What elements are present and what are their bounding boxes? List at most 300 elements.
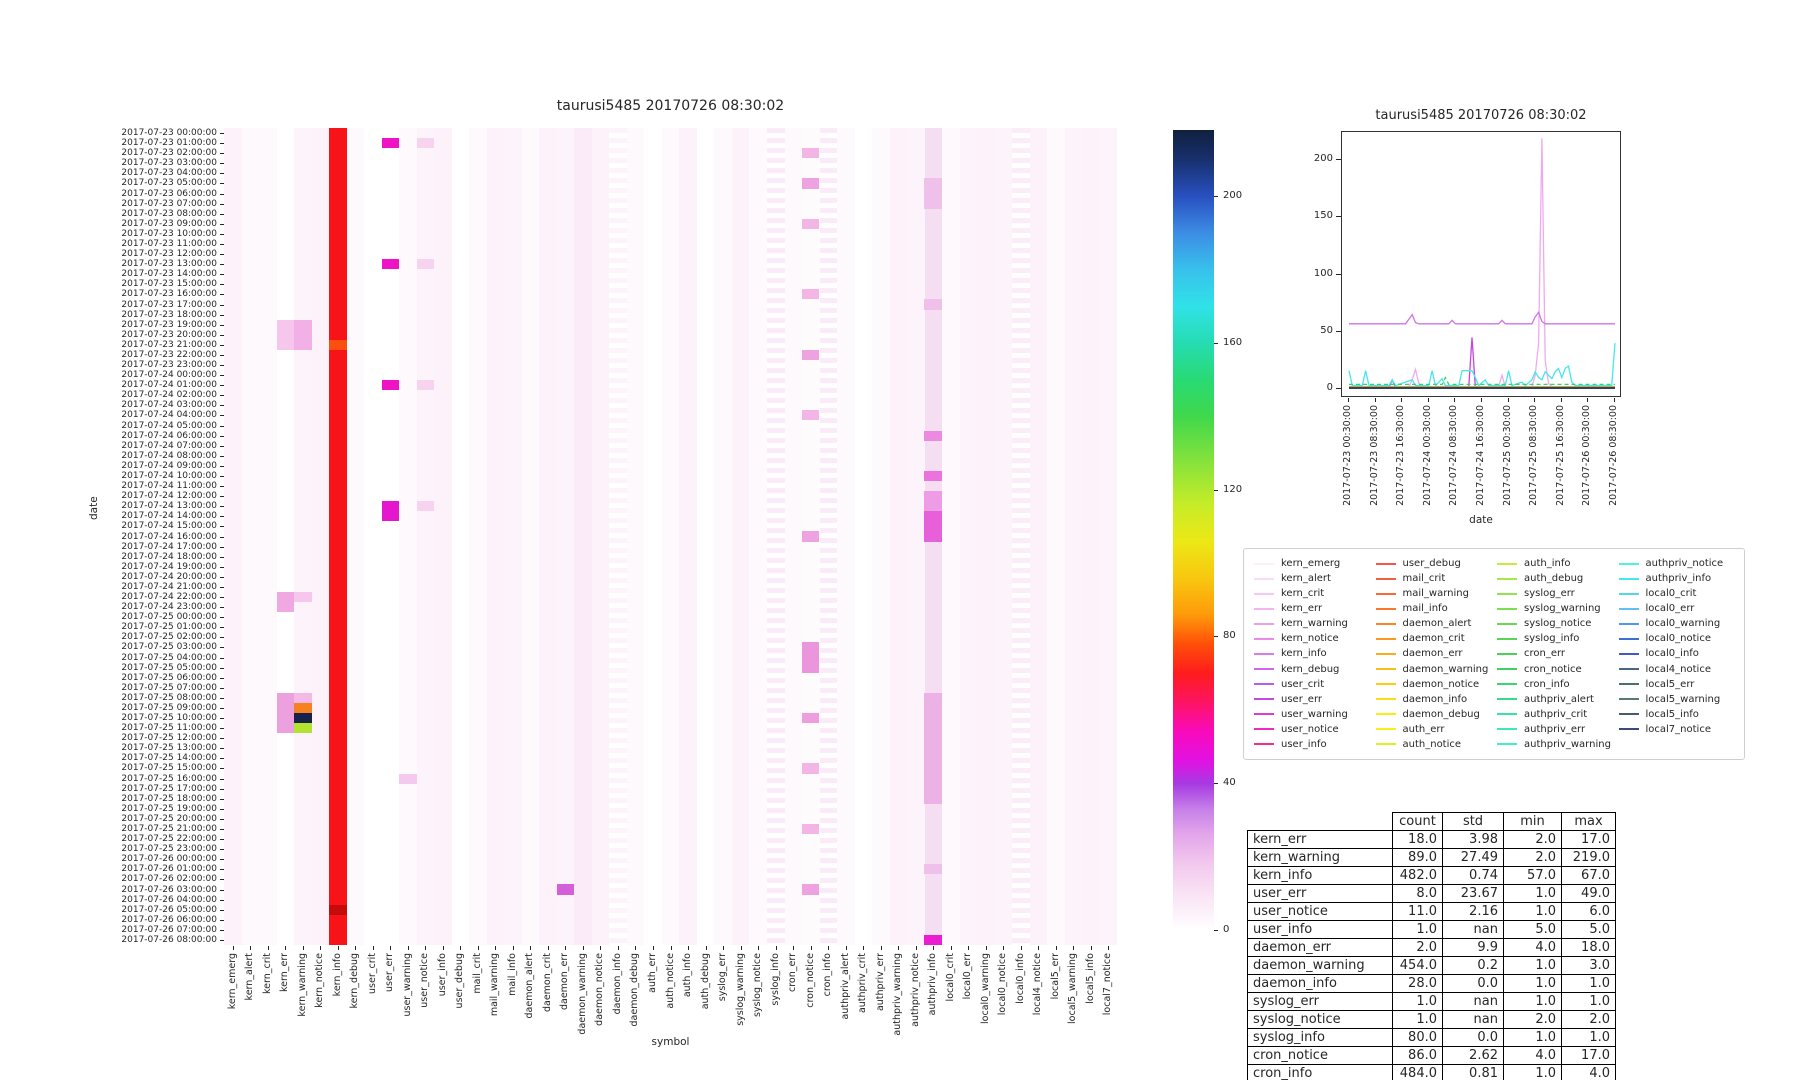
tick-mark <box>1481 398 1482 402</box>
table-cell: 80.0 <box>1393 1029 1443 1047</box>
heatmap-y-tick-label: 2017-07-24 18:00:00 <box>121 551 217 562</box>
tick-mark <box>233 946 234 950</box>
legend-item <box>1254 631 1370 646</box>
colorbar-tick-label: 160 <box>1223 336 1243 348</box>
legend-line-swatch <box>1497 683 1517 685</box>
table-cell: 18.0 <box>1562 939 1616 957</box>
tick-mark <box>1108 946 1109 950</box>
legend-line-swatch <box>1254 683 1274 685</box>
heatmap-x-tick-label: authpriv_info <box>927 953 939 1016</box>
heatmap-y-tick-label: 2017-07-23 03:00:00 <box>121 158 217 169</box>
heatmap-column <box>504 128 522 945</box>
heatmap-x-tick-label: mail_info <box>506 953 518 996</box>
heatmap-y-tick-label: 2017-07-23 11:00:00 <box>121 238 217 249</box>
heatmap-x-tick-label: local5_err <box>1049 953 1061 1000</box>
heatmap-x-tick-label: local5_warning <box>1067 953 1079 1024</box>
legend-line-swatch <box>1254 743 1274 745</box>
tick-mark <box>933 946 934 950</box>
table-cell: 1.0 <box>1393 1011 1443 1029</box>
table-cell: 4.0 <box>1562 1065 1616 1080</box>
heatmap-x-tick-label: mail_warning <box>489 953 501 1017</box>
tick-mark <box>951 946 952 950</box>
heatmap-x-tick-label: user_notice <box>419 953 431 1008</box>
legend-item-label: kern_emerg <box>1281 558 1341 570</box>
legend-item <box>1619 586 1735 601</box>
heatmap-x-tick-label: kern_warning <box>296 953 308 1017</box>
heatmap-x-tick-label: authpriv_alert <box>839 953 851 1020</box>
heatmap-column <box>399 128 417 945</box>
heatmap-y-tick-label: 2017-07-26 06:00:00 <box>121 914 217 925</box>
legend-line-swatch <box>1497 713 1517 715</box>
heatmap-column <box>802 128 820 945</box>
legend-item <box>1376 692 1492 707</box>
tick-mark <box>355 946 356 950</box>
legend-item-label: kern_info <box>1281 648 1327 660</box>
heatmap-column <box>714 128 732 945</box>
heatmap-y-tick-label: 2017-07-25 20:00:00 <box>121 813 217 824</box>
table-cell: 2.0 <box>1504 849 1562 867</box>
line-series-kern_info <box>1349 312 1615 324</box>
heatmap-y-tick-label: 2017-07-23 19:00:00 <box>121 319 217 330</box>
legend-item-label: daemon_warning <box>1402 663 1489 675</box>
heatmap-y-tick-label: 2017-07-25 06:00:00 <box>121 672 217 683</box>
table-row <box>1248 993 1616 1011</box>
legend <box>1243 548 1745 760</box>
heatmap-y-tick-label: 2017-07-23 14:00:00 <box>121 269 217 280</box>
heatmap-column <box>417 128 435 945</box>
legend-item-label: authpriv_notice <box>1645 558 1724 570</box>
legend-line-swatch <box>1376 743 1396 745</box>
line-chart-x-tick-label: 2017-07-25 00:30:00 <box>1501 405 1513 506</box>
legend-item-label: user_err <box>1281 693 1323 705</box>
heatmap-x-ticks <box>224 946 1117 951</box>
legend-line-swatch <box>1619 608 1639 610</box>
table-cell: 57.0 <box>1504 867 1562 885</box>
legend-item-label: local5_info <box>1645 708 1699 720</box>
legend-item-label: local0_warning <box>1645 618 1721 630</box>
heatmap-x-tick-label: syslog_err <box>717 953 729 1002</box>
legend-item <box>1376 662 1492 677</box>
heatmap-column <box>434 128 452 945</box>
heatmap-y-tick-label: 2017-07-24 09:00:00 <box>121 460 217 471</box>
tick-mark <box>513 946 514 950</box>
legend-item-label: user_debug <box>1402 558 1461 570</box>
heatmap-y-tick-label: 2017-07-25 04:00:00 <box>121 652 217 663</box>
colorbar-tick-label: 80 <box>1223 630 1236 642</box>
tick-mark <box>373 946 374 950</box>
legend-item-label: kern_crit <box>1281 588 1325 600</box>
legend-line-swatch <box>1619 638 1639 640</box>
tick-mark <box>758 946 759 950</box>
colorbar-tick-label: 200 <box>1223 190 1243 202</box>
legend-line-swatch <box>1376 593 1396 595</box>
heatmap-y-tick-label: 2017-07-23 01:00:00 <box>121 138 217 149</box>
heatmap-y-tick-label: 2017-07-24 03:00:00 <box>121 400 217 411</box>
legend-line-swatch <box>1619 653 1639 655</box>
line-chart-x-tick-label: 2017-07-26 08:30:00 <box>1608 405 1619 506</box>
table-row-label: cron_info <box>1248 1065 1393 1080</box>
heatmap-x-tick-label: daemon_debug <box>629 953 641 1027</box>
line-chart-plot <box>1341 131 1621 397</box>
tick-mark <box>530 946 531 950</box>
heatmap-column <box>697 128 715 945</box>
tick-mark <box>1336 274 1341 275</box>
tick-mark <box>1428 398 1429 402</box>
table-cell: 3.0 <box>1562 957 1616 975</box>
tick-mark <box>443 946 444 950</box>
heatmap-y-tick-label: 2017-07-26 05:00:00 <box>121 904 217 915</box>
legend-item-label: syslog_warning <box>1524 603 1601 615</box>
heatmap-x-tick-label: cron_notice <box>804 953 816 1008</box>
heatmap-x-tick-label: user_warning <box>401 953 413 1017</box>
heatmap-column <box>329 128 347 945</box>
table-row-label: syslog_info <box>1248 1029 1393 1047</box>
tick-mark <box>671 946 672 950</box>
table-cell: 0.2 <box>1443 957 1504 975</box>
table-row <box>1248 1047 1616 1065</box>
legend-item-label: daemon_debug <box>1402 708 1480 720</box>
heatmap-x-tick-label: auth_notice <box>664 953 676 1009</box>
heatmap-x-tick-label: cron_info <box>822 953 834 997</box>
tick-mark <box>268 946 269 950</box>
line-chart-x-tick-label: 2017-07-24 00:30:00 <box>1421 405 1433 506</box>
legend-item <box>1497 707 1613 722</box>
table-cell: 49.0 <box>1562 885 1616 903</box>
heatmap-x-tick-label: local0_notice <box>997 953 1009 1016</box>
legend-item-label: authpriv_crit <box>1524 708 1588 720</box>
heatmap-x-tick-label: local0_info <box>1014 953 1026 1004</box>
heatmap-y-tick-label: 2017-07-26 03:00:00 <box>121 884 217 895</box>
table-cell: 0.74 <box>1443 867 1504 885</box>
legend-item-label: kern_err <box>1281 603 1323 615</box>
heatmap-y-tick-label: 2017-07-26 04:00:00 <box>121 894 217 905</box>
table-row-label: user_err <box>1248 885 1393 903</box>
heatmap-y-tick-label: 2017-07-23 04:00:00 <box>121 168 217 179</box>
heatmap-y-tick-label: 2017-07-24 07:00:00 <box>121 440 217 451</box>
tick-mark <box>706 946 707 950</box>
heatmap-y-tick-label: 2017-07-23 00:00:00 <box>121 128 217 139</box>
heatmap-y-tick-label: 2017-07-25 12:00:00 <box>121 733 217 744</box>
line-series-kern_warning <box>1349 138 1615 386</box>
heatmap-y-tick-label: 2017-07-23 20:00:00 <box>121 329 217 340</box>
heatmap-y-tick-label: 2017-07-25 17:00:00 <box>121 783 217 794</box>
table-row <box>1248 885 1616 903</box>
heatmap-column <box>487 128 505 945</box>
legend-item-label: authpriv_alert <box>1524 693 1594 705</box>
tick-mark <box>1534 398 1535 402</box>
heatmap-y-tick-label: 2017-07-26 07:00:00 <box>121 924 217 935</box>
tick-mark <box>1056 946 1057 950</box>
line-chart-y-tick-label: 0 <box>1326 382 1333 393</box>
legend-line-swatch <box>1376 578 1396 580</box>
tick-mark <box>1336 216 1341 217</box>
table-cell: 3.98 <box>1443 831 1504 849</box>
heatmap-x-tick-label: auth_info <box>682 953 693 998</box>
heatmap-y-tick-label: 2017-07-23 21:00:00 <box>121 339 217 350</box>
legend-item-label: daemon_crit <box>1402 633 1465 645</box>
legend-line-swatch <box>1254 578 1274 580</box>
table-header-cell: min <box>1504 813 1562 831</box>
heatmap-x-tick-label: daemon_warning <box>576 953 588 1035</box>
legend-item-label: authpriv_warning <box>1524 738 1611 750</box>
heatmap-y-tick-label: 2017-07-25 19:00:00 <box>121 803 217 814</box>
heatmap-x-tick-label: syslog_notice <box>752 953 764 1018</box>
heatmap-column <box>609 128 627 945</box>
table-cell: 0.0 <box>1443 975 1504 993</box>
heatmap-y-tick-label: 2017-07-24 10:00:00 <box>121 470 217 481</box>
table-cell: 2.16 <box>1443 903 1504 921</box>
legend-item <box>1254 737 1370 752</box>
table-row-label: kern_warning <box>1248 849 1393 867</box>
table-cell: 0.0 <box>1443 1029 1504 1047</box>
table-header-row <box>1248 813 1616 831</box>
heatmap-column <box>364 128 382 945</box>
tick-mark <box>1214 196 1218 197</box>
tick-mark <box>320 946 321 950</box>
tick-mark <box>618 946 619 950</box>
table-row-label: cron_notice <box>1248 1047 1393 1065</box>
legend-line-swatch <box>1619 623 1639 625</box>
heatmap-column <box>574 128 592 945</box>
legend-item-label: kern_warning <box>1281 618 1348 630</box>
legend-item-label: daemon_alert <box>1402 618 1472 630</box>
table-header-cell: count <box>1393 813 1443 831</box>
legend-item-label: kern_debug <box>1281 663 1340 675</box>
legend-item-label: local5_warning <box>1645 693 1721 705</box>
legend-item <box>1497 571 1613 586</box>
table-cell: 1.0 <box>1562 1029 1616 1047</box>
heatmap-y-tick-label: 2017-07-23 10:00:00 <box>121 228 217 239</box>
table-cell: 454.0 <box>1393 957 1443 975</box>
table-cell: 482.0 <box>1393 867 1443 885</box>
legend-item <box>1619 631 1735 646</box>
tick-mark <box>1454 398 1455 402</box>
line-chart-x-tick-label: 2017-07-23 16:30:00 <box>1395 405 1407 506</box>
tick-mark <box>548 946 549 950</box>
legend-line-swatch <box>1497 638 1517 640</box>
heatmap-plot <box>224 128 1117 945</box>
legend-line-swatch <box>1376 608 1396 610</box>
heatmap-x-tick-label: local0_err <box>962 953 974 1000</box>
tick-mark <box>1336 331 1341 332</box>
heatmap-x-tick-label: user_debug <box>454 953 466 1009</box>
heatmap-y-tick-label: 2017-07-24 01:00:00 <box>121 380 217 391</box>
heatmap-column <box>644 128 662 945</box>
heatmap-x-tick-labels <box>224 953 1117 1039</box>
heatmap-column <box>522 128 540 945</box>
legend-item <box>1619 556 1735 571</box>
heatmap-y-tick-label: 2017-07-24 22:00:00 <box>121 592 217 603</box>
heatmap-y-tick-label: 2017-07-23 06:00:00 <box>121 188 217 199</box>
legend-item-label: syslog_notice <box>1524 618 1592 630</box>
tick-mark <box>741 946 742 950</box>
heatmap-column <box>1012 128 1030 945</box>
legend-item-label: user_notice <box>1281 723 1339 735</box>
heatmap-y-tick-label: 2017-07-25 09:00:00 <box>121 702 217 713</box>
table-row-label: user_notice <box>1248 903 1393 921</box>
legend-item-label: authpriv_info <box>1645 573 1712 585</box>
legend-item-label: cron_notice <box>1524 663 1582 675</box>
table-row <box>1248 831 1616 849</box>
heatmap-y-tick-label: 2017-07-25 14:00:00 <box>121 753 217 764</box>
heatmap-column <box>224 128 242 945</box>
table-cell: 5.0 <box>1562 921 1616 939</box>
heatmap-column <box>890 128 908 945</box>
tick-mark <box>338 946 339 950</box>
heatmap-x-tick-label: daemon_err <box>559 953 571 1011</box>
legend-item <box>1254 707 1370 722</box>
heatmap-y-tick-label: 2017-07-24 12:00:00 <box>121 491 217 502</box>
table-cell: 1.0 <box>1504 1065 1562 1080</box>
tick-mark <box>425 946 426 950</box>
legend-item-label: mail_info <box>1402 603 1448 615</box>
line-chart-y-tick-label: 50 <box>1320 324 1333 336</box>
legend-item <box>1254 601 1370 616</box>
heatmap-y-tick-label: 2017-07-25 23:00:00 <box>121 844 217 855</box>
table-cell: nan <box>1443 993 1504 1011</box>
heatmap-y-tick-label: 2017-07-23 08:00:00 <box>121 208 217 219</box>
heatmap-y-tick-label: 2017-07-23 16:00:00 <box>121 289 217 300</box>
heatmap-y-tick-label: 2017-07-24 08:00:00 <box>121 450 217 461</box>
legend-line-swatch <box>1497 698 1517 700</box>
legend-item-label: local0_err <box>1645 603 1695 615</box>
table-cell: 2.62 <box>1443 1047 1504 1065</box>
heatmap-y-tick-label: 2017-07-23 13:00:00 <box>121 259 217 270</box>
table-row-label: syslog_err <box>1248 993 1393 1011</box>
legend-item <box>1376 707 1492 722</box>
legend-item-label: syslog_info <box>1524 633 1580 645</box>
legend-item-label: syslog_err <box>1524 588 1575 600</box>
table-cell: 27.49 <box>1443 849 1504 867</box>
line-chart-svg <box>1342 132 1620 396</box>
table-row <box>1248 1029 1616 1047</box>
colorbar-tick-label: 0 <box>1223 924 1230 935</box>
heatmap-y-tick-label: 2017-07-24 15:00:00 <box>121 521 217 532</box>
legend-item-label: auth_err <box>1402 723 1445 735</box>
heatmap-column <box>242 128 260 945</box>
tick-mark <box>1214 636 1218 637</box>
heatmap-y-tick-label: 2017-07-23 02:00:00 <box>121 148 217 159</box>
legend-item <box>1497 677 1613 692</box>
heatmap-x-tick-label: local5_info <box>1084 953 1096 1004</box>
tick-mark <box>986 946 987 950</box>
tick-mark <box>846 946 847 950</box>
legend-line-swatch <box>1497 668 1517 670</box>
line-series-authpriv_info <box>1349 343 1615 385</box>
legend-line-swatch <box>1376 668 1396 670</box>
tick-mark <box>688 946 689 950</box>
tick-mark <box>565 946 566 950</box>
legend-item <box>1619 722 1735 737</box>
legend-line-swatch <box>1254 563 1274 565</box>
heatmap-y-tick-label: 2017-07-23 07:00:00 <box>121 198 217 209</box>
tick-mark <box>1508 398 1509 402</box>
heatmap-x-tick-label: user_crit <box>366 953 378 994</box>
legend-item-label: local0_info <box>1645 648 1699 660</box>
heatmap-column <box>382 128 400 945</box>
legend-item <box>1497 646 1613 661</box>
tick-mark <box>478 946 479 950</box>
heatmap-column <box>294 128 312 945</box>
heatmap-y-tick-labels <box>40 128 217 945</box>
heatmap-x-tick-label: authpriv_notice <box>909 953 921 1027</box>
heatmap-x-tick-label: kern_debug <box>349 953 361 1009</box>
tick-mark <box>1336 159 1341 160</box>
table-row <box>1248 939 1616 957</box>
heatmap-x-tick-label: daemon_alert <box>524 953 536 1019</box>
tick-mark <box>1038 946 1039 950</box>
heatmap-y-tick-label: 2017-07-23 05:00:00 <box>121 178 217 189</box>
table-row <box>1248 1065 1616 1080</box>
heatmap-x-tick-label: local7_notice <box>1102 953 1114 1016</box>
legend-line-swatch <box>1254 668 1274 670</box>
heatmap-y-tick-label: 2017-07-26 00:00:00 <box>121 854 217 865</box>
table-row-label: daemon_warning <box>1248 957 1393 975</box>
table-cell: nan <box>1443 1011 1504 1029</box>
legend-line-swatch <box>1497 728 1517 730</box>
heatmap-y-tick-label: 2017-07-25 02:00:00 <box>121 632 217 643</box>
legend-item <box>1376 556 1492 571</box>
line-chart-x-tick-label: 2017-07-25 16:30:00 <box>1554 405 1566 506</box>
heatmap-y-tick-label: 2017-07-25 18:00:00 <box>121 793 217 804</box>
tick-mark <box>723 946 724 950</box>
heatmap-column <box>1030 128 1048 945</box>
heatmap-y-tick-label: 2017-07-24 14:00:00 <box>121 511 217 522</box>
heatmap-y-axis-label: date <box>88 496 100 520</box>
legend-item-label: daemon_err <box>1402 648 1463 660</box>
legend-line-swatch <box>1619 698 1639 700</box>
heatmap-column <box>732 128 750 945</box>
table-cell: nan <box>1443 921 1504 939</box>
heatmap-column <box>679 128 697 945</box>
line-series-user_err <box>1349 338 1615 388</box>
heatmap-y-tick-label: 2017-07-23 09:00:00 <box>121 218 217 229</box>
tick-mark <box>881 946 882 950</box>
heatmap-column <box>995 128 1013 945</box>
table-cell: 2.0 <box>1504 831 1562 849</box>
legend-line-swatch <box>1254 713 1274 715</box>
legend-line-swatch <box>1497 563 1517 565</box>
legend-item <box>1497 601 1613 616</box>
heatmap-y-tick-label: 2017-07-25 16:00:00 <box>121 773 217 784</box>
legend-item <box>1619 571 1735 586</box>
legend-line-swatch <box>1619 668 1639 670</box>
heatmap-y-tick-label: 2017-07-25 00:00:00 <box>121 612 217 623</box>
legend-line-swatch <box>1376 683 1396 685</box>
legend-item <box>1497 556 1613 571</box>
heatmap-x-tick-label: daemon_info <box>611 953 623 1015</box>
legend-item <box>1619 662 1735 677</box>
heatmap-x-tick-label: kern_alert <box>244 953 256 1001</box>
table-row-label: user_info <box>1248 921 1393 939</box>
legend-item-label: mail_warning <box>1402 588 1469 600</box>
legend-item <box>1376 586 1492 601</box>
tick-mark <box>1021 946 1022 950</box>
legend-line-swatch <box>1376 653 1396 655</box>
tick-mark <box>1214 343 1218 344</box>
line-chart-x-axis-label: date <box>1469 514 1493 526</box>
heatmap-y-tick-label: 2017-07-24 02:00:00 <box>121 390 217 401</box>
heatmap-column <box>312 128 330 945</box>
legend-line-swatch <box>1497 653 1517 655</box>
heatmap-column <box>1082 128 1100 945</box>
heatmap-x-tick-label: kern_crit <box>261 953 273 995</box>
legend-line-swatch <box>1376 623 1396 625</box>
tick-mark <box>793 946 794 950</box>
heatmap-x-tick-label: kern_info <box>331 953 343 997</box>
legend-item-label: local0_crit <box>1645 588 1697 600</box>
legend-line-swatch <box>1497 623 1517 625</box>
